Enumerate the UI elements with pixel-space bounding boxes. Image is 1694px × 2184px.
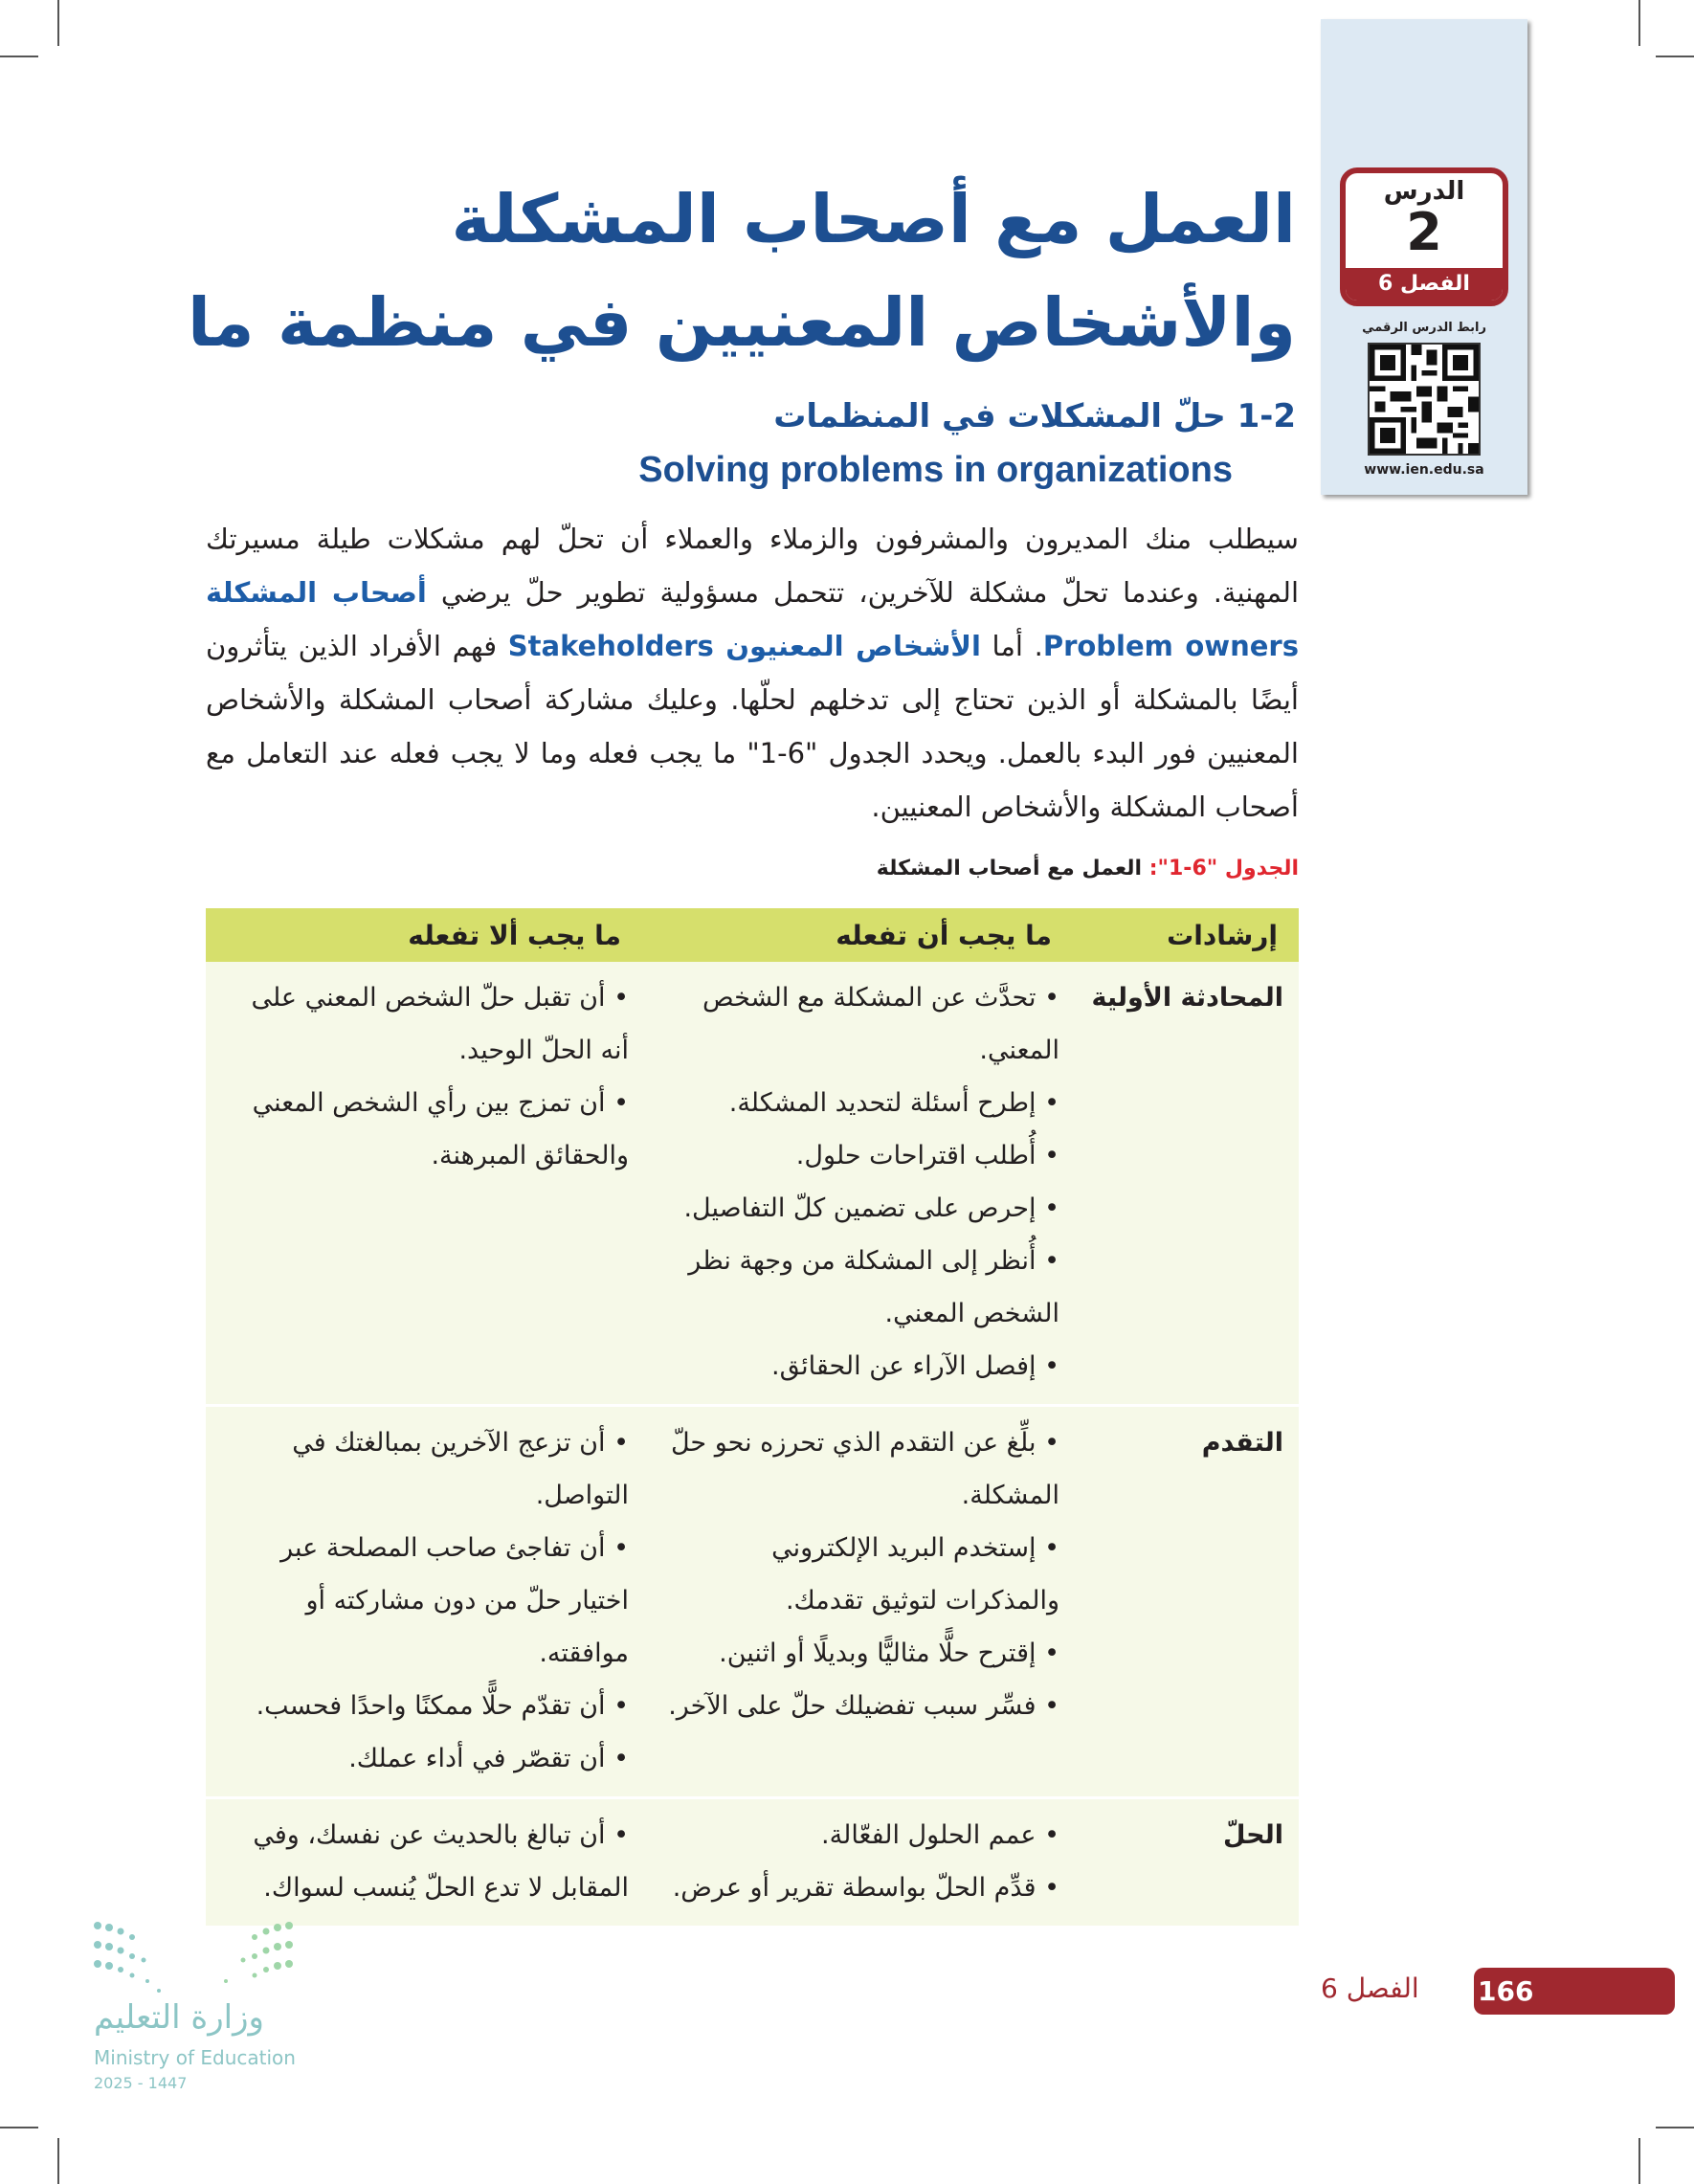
lesson-badge [1340,167,1508,306]
table-row [206,1798,1299,1928]
list-item: • أن تبالغ بالحديث عن نفسك، وفي المقابل لا تدع الحلّ يُنسب لسواك. [219,1809,629,1914]
list-item: • بلِّغ عن التقدم الذي تحرزه نحو حلّ المشكلة. [656,1416,1059,1522]
title-line-2: والأشخاص المعنيين في منظمة ما [187,283,1296,362]
lesson-number: 2 [1406,202,1442,262]
table-caption [877,857,1299,880]
section-heading-english: Solving problems in organizations [638,450,1233,490]
header-do: ما يجب أن تفعله [642,908,1073,962]
list-item: • أن تقدّم حلًّا ممكنًا واحدًا فحسب. [219,1680,629,1732]
table-header-row [206,908,1299,962]
list-item: • أُنظر إلى المشكلة من وجهة نظر الشخص المعني. [656,1235,1059,1340]
caption-text: العمل مع أصحاب المشكلة [876,857,1149,880]
text: سيطلب منك المديرون والمشرفون والزملاء والعملاء أن تحلّ لهم مشكلات طيلة مسيرتك المهنية. وعندما تحلّ مشكلة للآخرين، تتحمل مسؤولية تطوير حلّ يرضي [206,523,1300,609]
header-dont: ما يجب ألا تفعله [206,908,642,962]
list-item: • أن تزعج الآخرين بمبالغتك في التواصل. [219,1416,629,1522]
crop-mark [1638,0,1640,46]
list-item: • إفصل الآراء عن الحقائق. [656,1340,1059,1393]
guidance-cell: التقدم [1073,1406,1299,1798]
list-item: • أن تفاجئ صاحب المصلحة عبر اختيار حلّ من دون مشاركته أو موافقته. [219,1522,629,1680]
crop-mark [0,2127,38,2128]
list-item: • أن تقصّر في أداء عملك. [219,1732,629,1785]
dont-cell [206,1406,642,1798]
dont-cell [206,1798,642,1928]
list-item: • أن تقبل حلّ الشخص المعني على أنه الحلّ الوحيد. [219,971,629,1077]
crop-mark [57,0,59,46]
do-cell [642,1798,1073,1928]
list-item: • عمم الحلول الفعّالة. [656,1809,1059,1861]
edition-year: 2025 - 1447 [94,2074,188,2092]
do-cell [642,1406,1073,1798]
list-item: • إستخدم البريد الإلكتروني والمذكرات لتوثيق تقدمك. [656,1522,1059,1627]
text: فهم الأفراد الذين يتأثرون أيضًا بالمشكلة أو الذين تحتاج إلى تدخلهم لحلّها. وعليك مشاركة أصحاب المشكلة والأشخاص المعنيين فور البدء بالعمل. ويحدد الجدول "6-1" ما يجب فعله وما لا يجب فعله عند التعامل مع أصحاب المشكلة والأشخاص المعنيين. [206,630,1299,823]
dont-cell [206,962,642,1406]
ministry-name-arabic: وزارة التعليم [94,1998,264,2037]
header-guidance: إرشادات [1073,908,1299,962]
lesson-sidebar [1321,19,1527,495]
list-item: • إطرح أسئلة لتحديد المشكلة. [656,1077,1059,1129]
do-cell [642,962,1073,1406]
guidance-table [206,908,1299,1928]
qr-label: رابط الدرس الرقمي [1362,321,1486,335]
crop-mark [57,2138,59,2184]
chapter-label: الفصل 6 [1346,268,1503,301]
list-item: • أُطلب اقتراحات حلول. [656,1129,1059,1182]
guidance-cell: المحادثة الأولية [1073,962,1299,1406]
list-item: • أن تمزج بين رأي الشخص المعني والحقائق المبرهنة. [219,1077,629,1182]
list-item: • فسِّر سبب تفضيلك حلّ على الآخر. [656,1680,1059,1732]
lesson-label: الدرس [1383,177,1465,206]
term-problem-owners: أصحاب المشكلة Problem owners [206,576,1299,662]
page-number: 166 [1474,1968,1675,2015]
text: . أما [980,630,1043,662]
term-stakeholders: الأشخاص المعنيون Stakeholders [507,630,981,662]
footer-chapter: الفصل 6 [1321,1972,1419,2004]
crop-mark [1656,2127,1694,2128]
crop-mark [1638,2138,1640,2184]
intro-paragraph [206,512,1299,834]
section-heading-arabic: 1-2 حلّ المشكلات في المنظمات [773,397,1296,435]
list-item: • إقترح حلًّا مثاليًّا وبديلًا أو اثنين. [656,1627,1059,1680]
ministry-logo-icon [92,1920,302,2000]
crop-mark [0,56,38,57]
list-item: • إحرص على تضمين كلّ التفاصيل. [656,1182,1059,1235]
page-title [188,167,1296,374]
website-url[interactable]: www.ien.edu.sa [1364,462,1484,478]
title-line-1: العمل مع أصحاب المشكلة [451,180,1296,258]
list-item: • قدِّم الحلّ بواسطة تقرير أو عرض. [656,1861,1059,1914]
crop-mark [1656,56,1694,57]
ministry-name-english: Ministry of Education [94,2046,296,2069]
table-row [206,1406,1299,1798]
caption-label: الجدول "6-1": [1148,857,1299,880]
guidance-cell: الحلّ [1073,1798,1299,1928]
list-item: • تحدَّث عن المشكلة مع الشخص المعني. [656,971,1059,1077]
table-row [206,962,1299,1406]
qr-code-icon[interactable] [1368,343,1481,456]
